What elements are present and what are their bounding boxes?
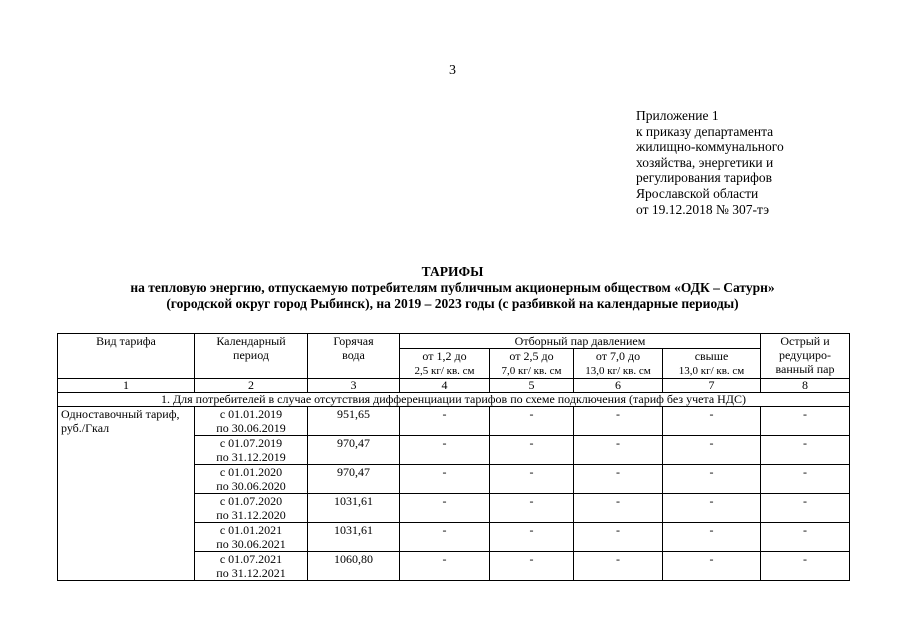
appendix-line: жилищно-коммунального [636,139,784,155]
value-cell: - [400,465,490,494]
header-steam-col: от 2,5 до 7,0 кг/ кв. см [490,349,574,379]
section-row [58,393,850,407]
appendix-line: от 19.12.2018 № 307-тэ [636,201,770,217]
header-sharp-steam: Острый и редуциро- ванный пар [761,334,850,379]
period-cell: с 01.01.2019 по 30.06.2019 [195,407,308,436]
value-cell: - [574,552,663,581]
value-cell: - [400,407,490,436]
column-number-row [58,379,850,393]
header-steam-col: свыше 13,0 кг/ кв. см [663,349,761,379]
value-cell: - [574,523,663,552]
value-cell: - [490,494,574,523]
title-line: (городской округ город Рыбинск), на 2019 – 2023 годы (с разбивкой на календарные периоды) [166,295,739,311]
value-cell: - [490,407,574,436]
value-cell: - [663,494,761,523]
value-cell: - [761,523,850,552]
value-cell: - [490,436,574,465]
column-number: 5 [490,379,574,393]
column-number: 7 [663,379,761,393]
column-number: 4 [400,379,490,393]
value-cell: - [663,523,761,552]
header-steam-group: Отборный пар давлением [400,334,761,349]
column-number: 3 [308,379,400,393]
tariff-table [57,333,850,581]
tariff-label: Одноставочный тариф, руб./Гкал [58,407,195,581]
value-cell: - [663,407,761,436]
value-cell: - [761,407,850,436]
value-cell: - [663,552,761,581]
value-cell: - [400,494,490,523]
document-title [0,264,905,311]
column-number: 1 [58,379,195,393]
value-cell: - [663,436,761,465]
value-cell: - [490,465,574,494]
period-cell: с 01.01.2020 по 30.06.2020 [195,465,308,494]
column-number: 2 [195,379,308,393]
period-cell: с 01.07.2019 по 31.12.2019 [195,436,308,465]
column-number: 8 [761,379,850,393]
appendix-line: Ярославской области [636,185,759,201]
value-cell: - [574,407,663,436]
value-cell: - [400,523,490,552]
header-steam-col: от 1,2 до 2,5 кг/ кв. см [400,349,490,379]
appendix-line: к приказу департамента [636,123,774,139]
page-number: 3 [449,63,456,78]
appendix-line: хозяйства, энергетики и [636,154,774,170]
header-row [58,334,850,349]
header-steam-col: от 7,0 до 13,0 кг/ кв. см [574,349,663,379]
appendix-line: регулирования тарифов [636,170,773,186]
period-cell: с 01.01.2021 по 30.06.2021 [195,523,308,552]
hot-water-cell: 951,65 [308,407,400,436]
column-number: 6 [574,379,663,393]
value-cell: - [400,552,490,581]
header-period: Календарный период [195,334,308,379]
period-cell: с 01.07.2021 по 31.12.2021 [195,552,308,581]
section-heading: 1. Для потребителей в случае отсутствия дифференциации тарифов по схеме подключения (тариф без учета НДС) [58,393,850,407]
hot-water-cell: 1031,61 [308,523,400,552]
hot-water-cell: 1060,80 [308,552,400,581]
hot-water-cell: 1031,61 [308,494,400,523]
title-main: ТАРИФЫ [421,264,484,279]
header-tariff-type: Вид тарифа [58,334,195,379]
value-cell: - [574,465,663,494]
value-cell: - [761,494,850,523]
table-row [58,407,850,436]
header-hot-water: Горячая вода [308,334,400,379]
appendix-line: Приложение 1 [636,108,719,123]
value-cell: - [490,552,574,581]
title-line: на тепловую энергию, отпускаемую потребителям публичным акционерным обществом «ОДК – Сатурн» [130,279,775,295]
value-cell: - [400,436,490,465]
value-cell: - [574,436,663,465]
value-cell: - [761,552,850,581]
value-cell: - [663,465,761,494]
value-cell: - [761,465,850,494]
value-cell: - [490,523,574,552]
value-cell: - [761,436,850,465]
period-cell: с 01.07.2020 по 31.12.2020 [195,494,308,523]
hot-water-cell: 970,47 [308,436,400,465]
appendix-block [636,108,784,217]
value-cell: - [574,494,663,523]
hot-water-cell: 970,47 [308,465,400,494]
